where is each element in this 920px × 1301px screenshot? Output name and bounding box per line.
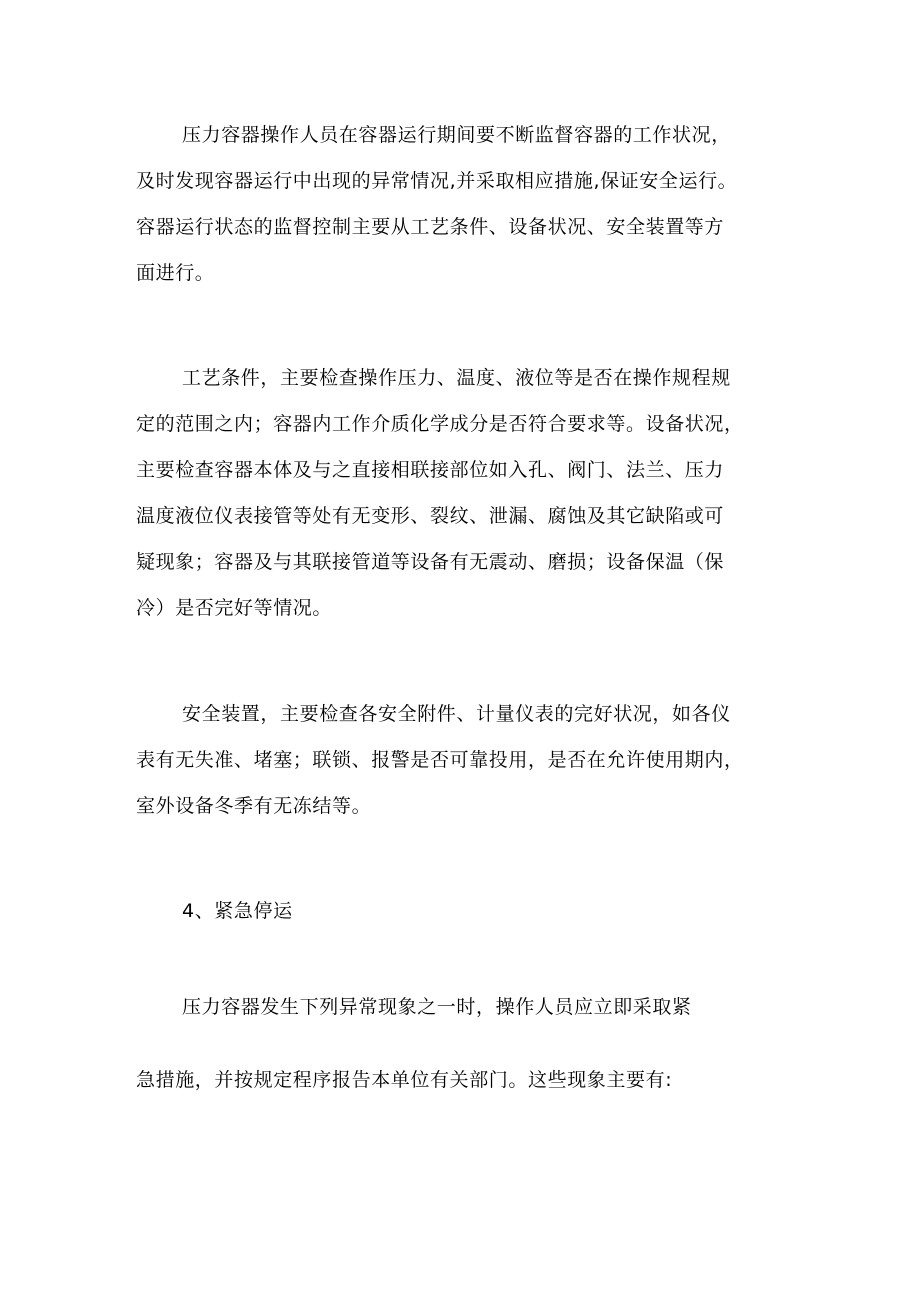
paragraph-3-line-2: 表有无失准、堵塞；联锁、报警是否可靠投用，是否在允许使用期内， [136, 749, 744, 771]
paragraph-1-line-3: 容器运行状态的监督控制主要从工艺条件、设备状况、安全装置等方 [136, 216, 725, 238]
paragraph-2-line-1: 工艺条件，主要检查操作压力、温度、液位等是否在操作规程规 [182, 367, 731, 389]
paragraph-1-line-4: 面进行。 [136, 262, 215, 284]
paragraph-5-line-1: 压力容器发生下列异常现象之一时，操作人员应立即采取紧 [182, 996, 692, 1018]
paragraph-5-line-2: 急措施，并按规定程序报告本单位有关部门。这些现象主要有: [136, 1069, 673, 1091]
paragraph-2-line-6: 冷）是否完好等情况。 [136, 597, 333, 619]
paragraph-1-line-2: 及时发现容器运行中出现的异常情况,并采取相应措施,保证安全运行。 [136, 170, 738, 192]
paragraph-3-line-1: 安全装置，主要检查各安全附件、计量仪表的完好状况，如各仪 [182, 703, 731, 725]
paragraph-1-line-1: 压力容器操作人员在容器运行期间要不断监督容器的工作状况， [182, 124, 731, 146]
paragraph-3-line-3: 室外设备冬季有无冻结等。 [136, 795, 372, 817]
paragraph-2-line-2: 定的范围之内；容器内工作介质化学成分是否符合要求等。设备状况， [136, 413, 744, 435]
section-heading-emergency-stop: 4、紧急停运 [182, 900, 293, 922]
paragraph-2-line-5: 疑现象；容器及与其联接管道等设备有无震动、磨损；设备保温（保 [136, 551, 725, 573]
paragraph-2-line-3: 主要检查容器本体及与之直接相联接部位如入孔、阀门、法兰、压力 [136, 459, 725, 481]
paragraph-2-line-4: 温度液位仪表接管等处有无变形、裂纹、泄漏、腐蚀及其它缺陷或可 [136, 505, 725, 527]
